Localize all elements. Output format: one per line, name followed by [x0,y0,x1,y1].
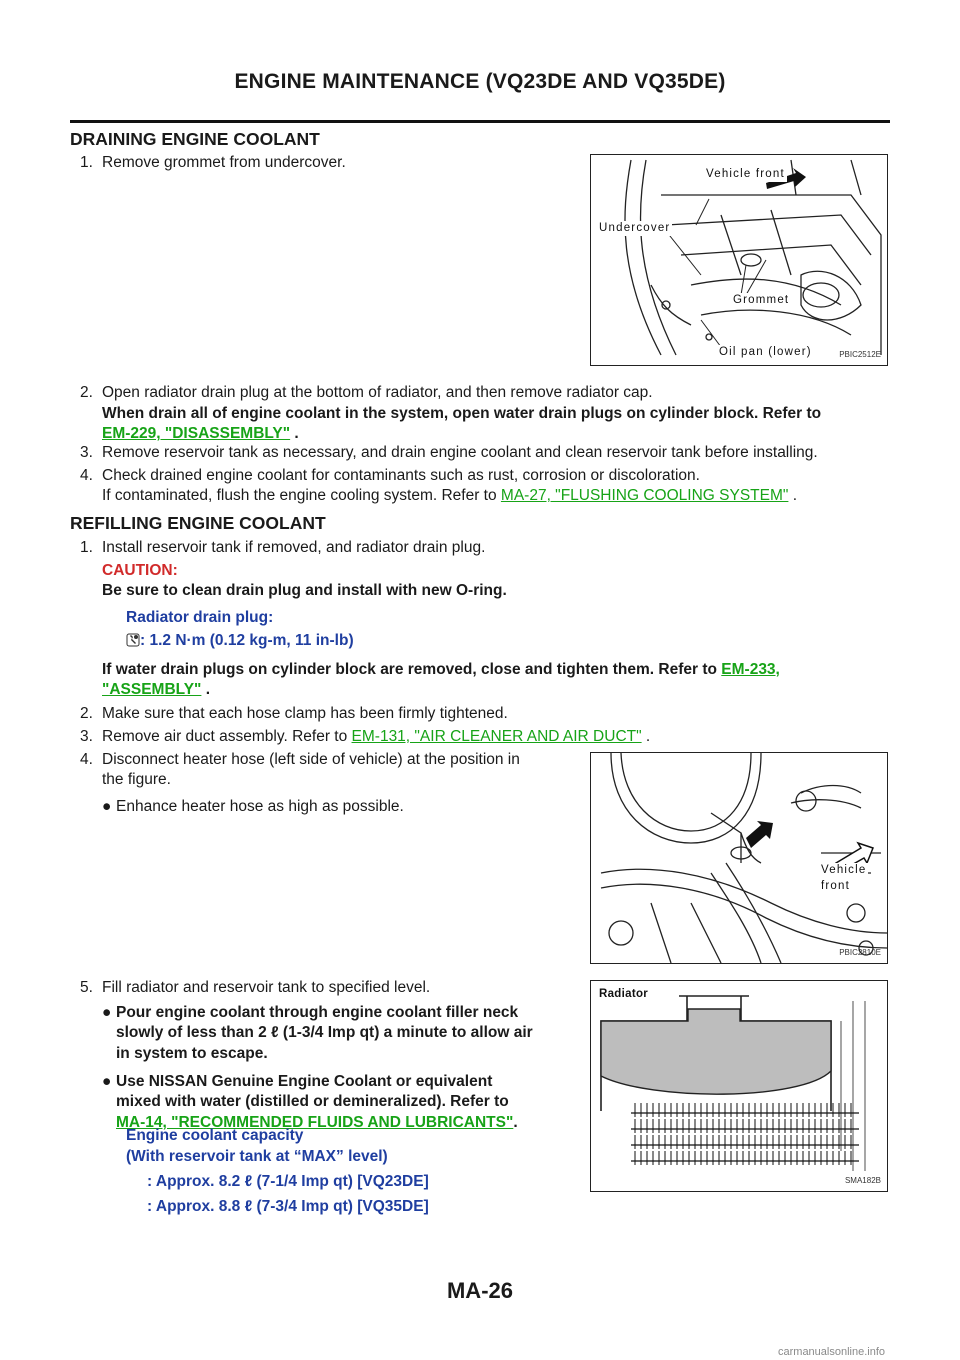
step-number: 5. [80,979,93,996]
label-oil-pan: Oil pan (lower) [717,345,814,360]
capacity-vq35de: : Approx. 8.8 ℓ (7-3/4 Imp qt) [VQ35DE] [147,1198,429,1215]
step-tail: . [641,728,651,745]
refilling-step-4 [80,750,580,770]
step-number: 2. [80,384,93,401]
capacity-label-2: (With reservoir tank at “MAX” level) [126,1148,388,1165]
section-title-draining: DRAINING ENGINE COOLANT [70,129,320,149]
step-number: 3. [80,444,93,461]
step-text: Remove grommet from undercover. [102,154,346,171]
step-number: 1. [80,154,93,171]
page-number: MA-26 [446,1278,513,1303]
bullet-dot: ● [102,1004,112,1021]
refilling-step-5-bullet-1 [102,1003,582,1064]
figure-undercover-grommet [590,154,888,366]
bullet-text: Enhance heater hose as high as possible. [116,798,404,815]
bullet-text: slowly of less than 2 ℓ (1-3/4 Imp qt) a minute to allow air [116,1024,533,1042]
step-text: Disconnect heater hose (left side of vehicle) at the position in [102,751,520,768]
note-text: If water drain plugs on cylinder block are removed, close and tighten them. Refer to [102,661,722,678]
caution-text: Be sure to clean drain plug and install with new O-ring. [102,582,507,599]
spec-value [126,631,354,651]
undercover-illustration [591,155,887,365]
label-grommet: Grommet [731,293,791,308]
note-tail: . [201,681,211,699]
bullet-tail: . [513,1113,518,1131]
bullet-text: Use NISSAN Genuine Engine Coolant or equivalent [116,1073,493,1090]
draining-step-4-line2 [102,486,892,506]
step-number: 3. [80,728,93,745]
capacity-vq23de: : Approx. 8.2 ℓ (7-1/4 Imp qt) [VQ23DE] [147,1173,429,1190]
link-em-233[interactable]: EM-233, [721,661,780,678]
step-text: Fill radiator and reservoir tank to specified level. [102,979,431,996]
bullet-text: Pour engine coolant through engine coolant filler neck [116,1004,519,1021]
line-tail: . [788,487,798,504]
spec-label: Radiator drain plug: [126,609,274,626]
bullet-dot: ● [102,1073,112,1090]
link-assembly[interactable]: "ASSEMBLY" [102,681,202,699]
water-plugs-note [102,660,892,701]
figure-code: SMA182B [844,1176,881,1186]
line-text: If contaminated, flush the engine cooling system. Refer to [102,487,501,504]
label-vehicle: Vehicle [819,863,868,878]
label-undercover: Undercover [597,221,672,236]
radiator-illustration [591,981,887,1191]
caution-label: CAUTION: [102,562,178,579]
refilling-step-5 [80,978,430,998]
spec-value-text: : 1.2 N·m (0.12 kg-m, 11 in-lb) [140,632,354,649]
watermark: carmanualsonline.info [778,1346,886,1358]
heater-hose-illustration [591,753,887,963]
step-text: Make sure that each hose clamp has been firmly tightened. [102,705,508,722]
step-text: Open radiator drain plug at the bottom of radiator, and then remove radiator cap. [102,384,653,401]
page-header: ENGINE MAINTENANCE (VQ23DE AND VQ35DE) [234,70,726,93]
draining-step-3 [80,443,890,463]
step-number: 2. [80,705,93,722]
refilling-step-5-bullet-2 [102,1072,582,1133]
link-ma-27-flushing[interactable]: MA-27, "FLUSHING COOLING SYSTEM" [500,487,789,504]
link-em-229-disassembly[interactable]: EM-229, "DISASSEMBLY" [102,425,291,443]
header-rule [70,120,890,123]
figure-code: PBIC2810E [839,948,881,958]
note-tail: . [290,425,299,443]
refilling-step-1 [80,538,485,558]
figure-heater-hose [590,752,888,964]
step-text: Remove reservoir tank as necessary, and drain engine coolant and clean reservoir tank before installing. [102,444,818,461]
refilling-step-4-bullet [102,797,404,817]
step-number: 4. [80,467,93,484]
note-text: When drain all of engine coolant in the system, open water drain plugs on cylinder block. Refer to [102,405,822,422]
bullet-dot: ● [102,798,112,815]
figure-radiator [590,980,888,1192]
torque-wrench-icon [126,633,140,647]
label-vehicle-front: Vehicle front [704,167,787,182]
step-number: 4. [80,751,93,768]
refilling-step-2 [80,704,508,724]
step-text: Install reservoir tank if removed, and radiator drain plug. [102,539,486,556]
draining-step-1 [80,153,346,173]
refilling-step-3 [80,727,650,747]
bullet-text: in system to escape. [116,1044,268,1062]
capacity-label-1: Engine coolant capacity [126,1127,304,1144]
draining-step-2 [80,383,890,403]
section-title-refilling: REFILLING ENGINE COOLANT [70,513,326,533]
figure-code: PBIC2512E [839,350,881,360]
link-em-131-air-cleaner[interactable]: EM-131, "AIR CLEANER AND AIR DUCT" [351,728,642,745]
step-text: Remove air duct assembly. Refer to [102,728,352,745]
draining-step-2-note [102,404,892,445]
bullet-text: mixed with water (distilled or demineralized). Refer to [116,1093,509,1111]
step-number: 1. [80,539,93,556]
link-ma-14-fluids[interactable]: MA-14, "RECOMMENDED FLUIDS AND LUBRICANTS" [116,1113,514,1131]
refilling-step-4-line2: the figure. [102,771,171,788]
draining-step-4 [80,466,890,486]
label-radiator: Radiator [597,987,650,1002]
label-front: front [819,879,852,894]
step-text: Check drained engine coolant for contaminants such as rust, corrosion or discoloration. [102,467,700,484]
